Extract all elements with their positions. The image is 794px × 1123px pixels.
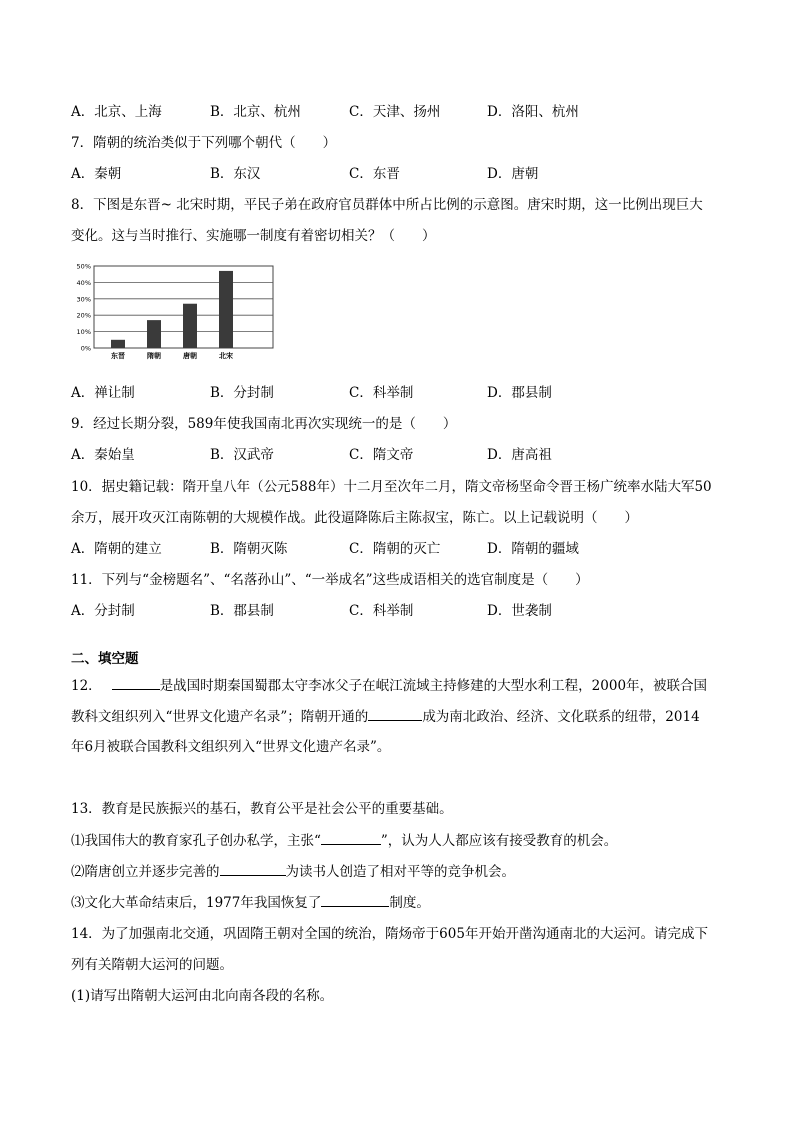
section-title-fill-in: 二、填空题 xyxy=(71,651,139,667)
q10-option-a: A．隋朝的建立 xyxy=(71,541,162,557)
bar xyxy=(111,340,125,348)
q13-part3 xyxy=(71,892,430,913)
y-tick-label: 0% xyxy=(80,344,91,353)
q13-blank-3[interactable] xyxy=(321,892,389,907)
q10-stem-line1: 10．据史籍记载：隋开皇八年（公元588年）十二月至次年二月，隋文帝杨坚命令晋王杨广统率水陆大军50 xyxy=(71,479,712,495)
q13-part1-text-a: ⑴我国伟大的教育家孔子创办私学，主张“ xyxy=(71,833,321,849)
q11-option-d: D．世袭制 xyxy=(487,603,552,619)
q11-option-b: B．郡县制 xyxy=(210,603,274,619)
q10-option-b: B．隋朝灭陈 xyxy=(210,541,288,557)
q7-option-c: C．东晋 xyxy=(349,166,400,182)
q10-option-d: D．隋朝的疆域 xyxy=(487,541,579,557)
x-tick-label: 隋朝 xyxy=(147,352,161,360)
q11-option-a: A．分封制 xyxy=(71,603,135,619)
q8-option-b: B．分封制 xyxy=(210,385,274,401)
x-tick-label: 东晋 xyxy=(111,352,125,360)
q14-stem-line2: 列有关隋朝大运河的问题。 xyxy=(71,957,233,973)
q6-option-b: B．北京、杭州 xyxy=(210,104,301,120)
bar xyxy=(183,304,197,348)
q14-stem-line1: 14．为了加强南北交通，巩固隋王朝对全国的统治，隋炀帝于605年开始开凿沟通南北的大运河。请完成下 xyxy=(71,926,708,942)
bar xyxy=(147,320,161,348)
q13-stem: 13．教育是民族振兴的基石，教育公平是社会公平的重要基础。 xyxy=(71,801,453,817)
q13-part2-text-a: ⑵隋唐创立并逐步完善的 xyxy=(71,864,220,880)
q13-part3-text-b: 制度。 xyxy=(389,895,430,911)
q9-option-a: A．秦始皇 xyxy=(71,447,135,463)
q10-stem-line2: 余万，展开攻灭江南陈朝的大规模作战。此役逼降陈后主陈叔宝，陈亡。以上记载说明（ ） xyxy=(71,510,638,526)
q13-part1-text-b: ”，认为人人都应该有接受教育的机会。 xyxy=(380,833,618,849)
x-tick-label: 唐朝 xyxy=(183,352,197,360)
q12-line1-text: 是战国时期秦国蜀郡太守李冰父子在岷江流域主持修建的大型水利工程，2000年，被联合国 xyxy=(159,678,708,694)
q12-line2-text-b: 成为南北政治、经济、文化联系的纽带，2014 xyxy=(422,709,700,725)
q7-option-a: A．秦朝 xyxy=(71,166,122,182)
q12-line2 xyxy=(71,706,700,727)
q12-number: 12． xyxy=(71,678,102,694)
q13-blank-1[interactable] xyxy=(321,830,381,845)
q13-part3-text-a: ⑶文化大革命结束后，1977年我国恢复了 xyxy=(71,895,322,911)
q7-option-b: B．东汉 xyxy=(210,166,261,182)
q10-options xyxy=(71,539,751,559)
q7-stem: 7．隋朝的统治类似于下列哪个朝代（ ） xyxy=(71,135,337,151)
q8-option-c: C．科举制 xyxy=(349,385,414,401)
q8-stem-line1: 8．下图是东晋~ 北宋时期，平民子弟在政府官员群体中所占比例的示意图。唐宋时期，这一比例出现巨大 xyxy=(71,197,703,213)
q9-option-d: D．唐高祖 xyxy=(487,447,552,463)
q8-options xyxy=(71,383,751,403)
x-tick-label: 北宋 xyxy=(219,352,233,360)
q12-blank-1[interactable] xyxy=(112,675,160,690)
q9-stem: 9．经过长期分裂，589年使我国南北再次实现统一的是（ ） xyxy=(71,416,457,432)
q6-option-a: A．北京、上海 xyxy=(71,104,162,120)
q8-option-a: A．禅让制 xyxy=(71,385,135,401)
q7-options xyxy=(71,164,751,184)
q8-option-d: D．郡县制 xyxy=(487,385,552,401)
q9-option-c: C．隋文帝 xyxy=(349,447,414,463)
y-tick-label: 50% xyxy=(76,262,91,271)
q12-line2-text-a: 教科文组织列入“世界文化遗产名录”；隋朝开通的 xyxy=(71,709,369,725)
q13-part2-text-b: 为读书人创造了相对平等的竞争机会。 xyxy=(285,864,515,880)
q11-stem: 11．下列与“金榜题名”、“名落孙山”、“一举成名”这些成语相关的选官制度是（ ） xyxy=(71,572,589,588)
y-tick-label: 30% xyxy=(76,295,91,304)
q12-line3: 年6月被联合国教科文组织列入“世界文化遗产名录”。 xyxy=(71,739,391,755)
q6-options xyxy=(71,102,751,122)
officials-ratio-bar-chart xyxy=(68,262,278,368)
q12-line1 xyxy=(71,675,707,696)
q13-blank-2[interactable] xyxy=(220,861,286,876)
q7-option-d: D．唐朝 xyxy=(487,166,539,182)
q14-part1: (1)请写出隋朝大运河由北向南各段的名称。 xyxy=(71,988,334,1004)
q11-options xyxy=(71,601,751,621)
q11-option-c: C．科举制 xyxy=(349,603,414,619)
q10-option-c: C．隋朝的灭亡 xyxy=(349,541,441,557)
q6-option-c: C．天津、扬州 xyxy=(349,104,441,120)
y-tick-label: 20% xyxy=(76,311,91,320)
y-tick-label: 40% xyxy=(76,278,91,287)
q12-blank-2[interactable] xyxy=(368,706,422,721)
q9-options xyxy=(71,445,751,465)
q6-option-d: D．洛阳、杭州 xyxy=(487,104,579,120)
bar xyxy=(219,271,233,348)
q8-stem-line2: 变化。这与当时推行、实施哪一制度有着密切相关？（ ） xyxy=(71,228,436,244)
y-tick-label: 10% xyxy=(76,328,91,337)
q13-part2 xyxy=(71,861,515,882)
q13-part1 xyxy=(71,830,617,851)
q9-option-b: B．汉武帝 xyxy=(210,447,274,463)
